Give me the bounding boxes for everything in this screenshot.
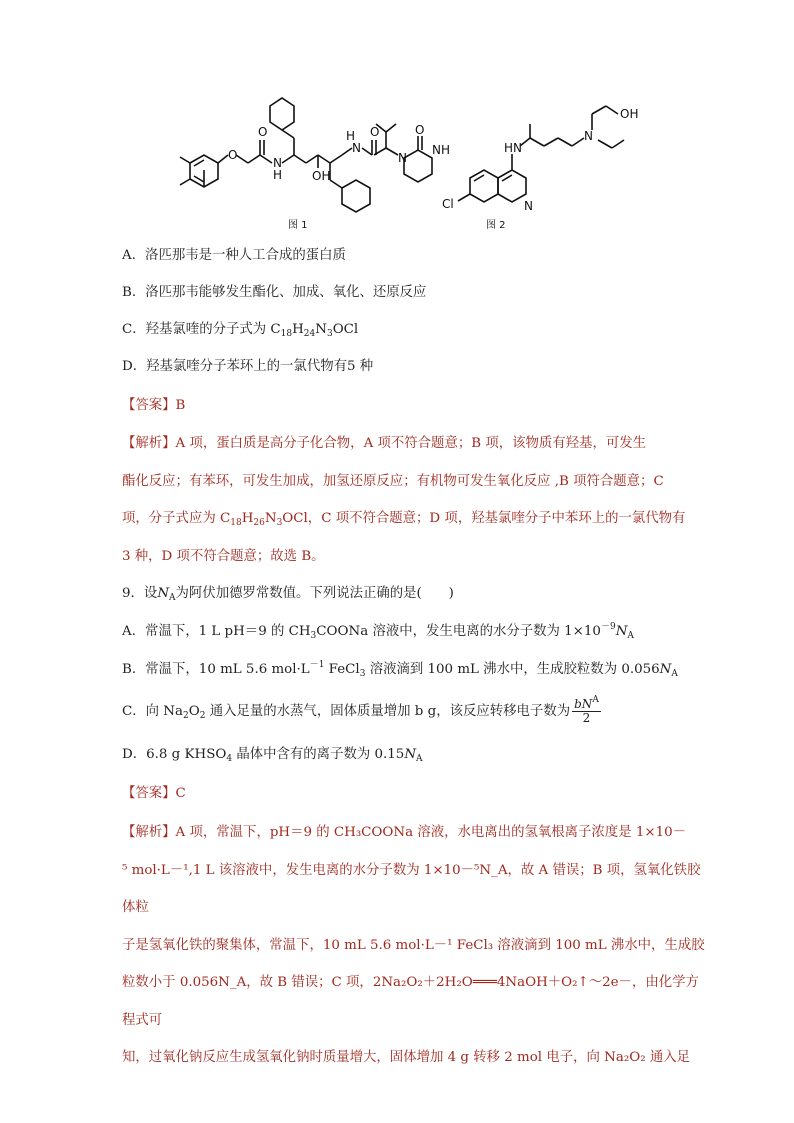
svg-text:NH: NH [432,143,450,157]
svg-text:N: N [273,156,282,170]
hydroxychloroquine-structure [458,106,624,202]
q8-option-a: A．洛匹那韦是一种人工合成的蛋白质 [122,248,346,263]
svg-text:N: N [352,141,361,155]
q8-analysis-line2: 酯化反应；有苯环，可发生加成，加氢还原反应；有机物可发生氧化反应 ,B 项符合题意；C [122,473,664,489]
q9-analysis-line2: ⁵ mol·L－¹,1 L 该溶液中，发生电离的水分子数为 1×10－⁵N_A，故 A 错误；B 项，氢氧化铁胶体粒 [122,862,701,915]
svg-text:OH: OH [312,169,331,183]
svg-text:N: N [584,129,593,143]
q8-analysis-line1: 【解析】A 项，蛋白质是高分子化合物，A 项不符合题意；B 项，该物质有羟基，可发生 [122,436,647,451]
structure-figures [170,88,690,238]
svg-text:H: H [346,129,356,143]
fig1-caption: 图 1 [288,220,308,231]
q8-option-c: C．羟基氯喹的分子式为 $C_{18}H_{24}N_3OCl$ [122,322,359,339]
svg-text:O: O [228,148,238,162]
q9-answer: 【答案】C [122,786,186,801]
svg-text:OH: OH [620,107,639,121]
svg-text:O: O [415,123,425,137]
q9-analysis [122,814,707,1077]
q9-analysis-line3: 子是氢氧化铁的聚集体，常温下，10 mL 5.6 mol·L－¹ FeCl₃ 溶液滴到 100 mL 沸水中，生成胶 [122,937,705,953]
q9-stem: 9．设$N_A$为阿伏加德罗常数值。下列说法正确的是( ) [122,586,454,603]
fig2-caption: 图 2 [486,220,506,231]
q8-analysis [122,425,707,575]
hcq-atom-labels [442,107,638,213]
svg-text:N: N [398,151,407,165]
svg-text:HN: HN [504,141,522,155]
q9-analysis-line1: 【解析】A 项，常温下，pH＝9 的 CH₃COONa 溶液，水电离出的氢氧根离子浓度是 1×10－ [122,825,687,840]
svg-text:Cl: Cl [442,197,454,211]
q8-option-d: D．羟基氯喹分子苯环上的一氯代物有5 种 [122,359,374,374]
svg-text:H: H [273,168,283,182]
q9-option-b: B．常温下，10 mL 5.6 $mol\cdot L^{-1}$ FeCl$_3$ 溶液滴到 100 mL 沸水中，生成胶粒数为 $0.056N_A$ [122,660,678,679]
q9-option-c: C．向 $Na_2O_2$ 通入足量的水蒸气，固体质量增加 b g，该反应转移电子数为 $\frac{bN^A}{2}$ [122,695,599,725]
svg-text:O: O [258,125,268,139]
q9-option-c-fraction: $\frac{bN^A}{2}$ [574,695,599,725]
svg-text:N: N [524,199,533,213]
q8-option-b: B．洛匹那韦能够发生酯化、加成、氧化、还原反应 [122,285,427,300]
q8-answer: 【答案】B [122,398,186,413]
q9-option-d: D．6.8 g $KHSO_4$ 晶体中含有的离子数为 $0.15N_A$ [122,747,423,764]
structure-svg [170,88,690,238]
lopinavir-atom-labels [228,123,450,183]
q9-analysis-line5: 知，过氧化钠反应生成氢氧化钠时质量增大，固体增加 4 g 转移 2 mol 电子，向 Na₂O₂ 通入足 [122,1050,691,1065]
lopinavir-structure [180,98,432,212]
q9-analysis-line4: 粒数小于 0.056N_A，故 B 错误；C 项，2Na₂O₂＋2H₂O═══4NaOH＋O₂↑～2e－，由化学方程式可 [122,975,699,1028]
q8-analysis-line3: 项，分子式应为 $C_{18}H_{26}N_3OCl$，C 项不符合题意；D 项，羟基氯喹分子中苯环上的一氯代物有 [122,511,686,528]
svg-text:O: O [370,125,380,139]
q9-option-a: A．常温下，1 L pH＝9 的 $CH_3COONa$ 溶液中，发生电离的水分子数为 $1\times 10^{-9}N_A$ [122,622,634,641]
q8-analysis-line4: 3 种，D 项不符合题意；故选 B。 [122,548,325,564]
